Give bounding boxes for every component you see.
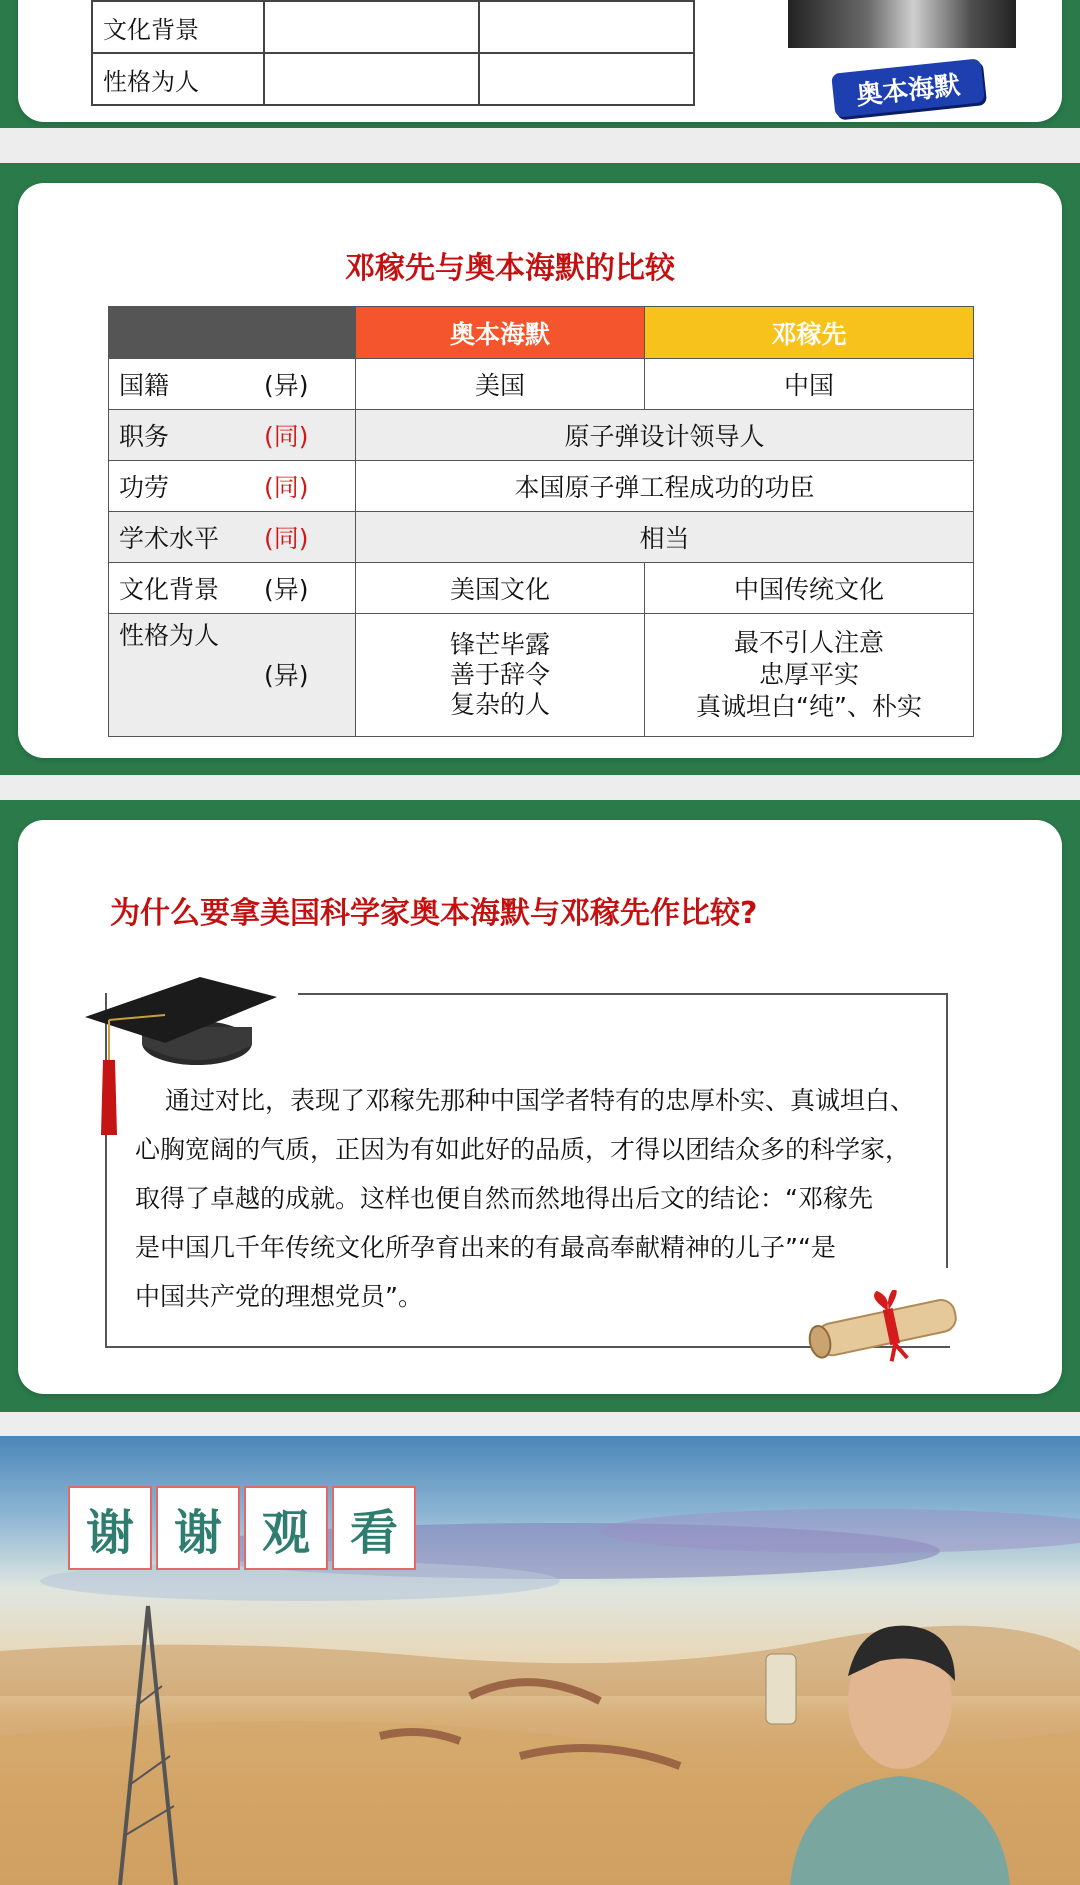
thanks-char: 谢 [156,1486,240,1570]
slide-1 [0,0,1080,128]
row-label: 文化背景 (异) [109,563,356,614]
cell-oppenheimer: 美国 [356,359,645,410]
row-label: 国籍 (异) [109,359,356,410]
header-blank [109,307,356,359]
cell-merged: 相当 [356,512,974,563]
comparison-worksheet-table [91,0,695,106]
table-row [92,53,694,105]
answer-box-top-border [298,993,948,995]
row-label: 功劳 (同) [109,461,356,512]
row-label: 学术水平 (同) [109,512,356,563]
answer-paragraph: 通过对比，表现了邓稼先那种中国学者特有的忠厚朴实、真诚坦白、 心胸宽阔的气质，正因为有如此好的品质，才得以团结众多的科学家， 取得了卓越的成就。这样也便自然而然地得出后文的结论：“邓稼先 是中国几千年传统文化所孕育出来的有最高奉献精神的儿子”“是 中国共产党的理想党员”。 [135,1086,916,1311]
cell-oppenheimer: 锋芒毕露 善于辞令 复杂的人 [356,614,645,737]
table-row [109,512,974,563]
slide-gap [0,128,1080,163]
slide-1-card [18,0,1062,122]
cell-merged: 本国原子弹工程成功的功臣 [356,461,974,512]
row-label: 性格为人 [92,53,264,105]
table-row [109,614,974,737]
slide-4-thanks [0,1436,1080,1885]
cell-oppenheimer: 美国文化 [356,563,645,614]
table-row [109,410,974,461]
slide-gap [0,1412,1080,1436]
table-row [92,1,694,53]
row-label: 性格为人 (异) [109,614,356,737]
header-oppenheimer: 奥本海默 [356,307,645,359]
slide-gap [0,775,1080,800]
comparison-title: 邓稼先与奥本海默的比较 [345,251,675,286]
row-label: 文化背景 [92,1,264,53]
cell-deng: 中国传统文化 [645,563,974,614]
table-row [109,563,974,614]
thanks-char: 谢 [68,1486,152,1570]
name-badge: 奥本海默 [831,58,985,117]
comparison-table [108,306,974,737]
table-row [109,461,974,512]
thanks-char: 观 [244,1486,328,1570]
cell-deng: 中国 [645,359,974,410]
cell-merged: 原子弹设计领导人 [356,410,974,461]
header-deng: 邓稼先 [645,307,974,359]
diploma-scroll-icon [805,1290,970,1365]
cell-deng: 最不引人注意 忠厚平实 真诚坦白“纯”、朴实 [645,614,974,737]
question-title: 为什么要拿美国科学家奥本海默与邓稼先作比较? [110,896,758,931]
thanks-char: 看 [332,1486,416,1570]
row-label: 职务 (同) [109,410,356,461]
portrait-photo [788,0,1016,48]
table-row [109,359,974,410]
answer-box-right-border [946,993,948,1268]
table-header-row [109,307,974,359]
